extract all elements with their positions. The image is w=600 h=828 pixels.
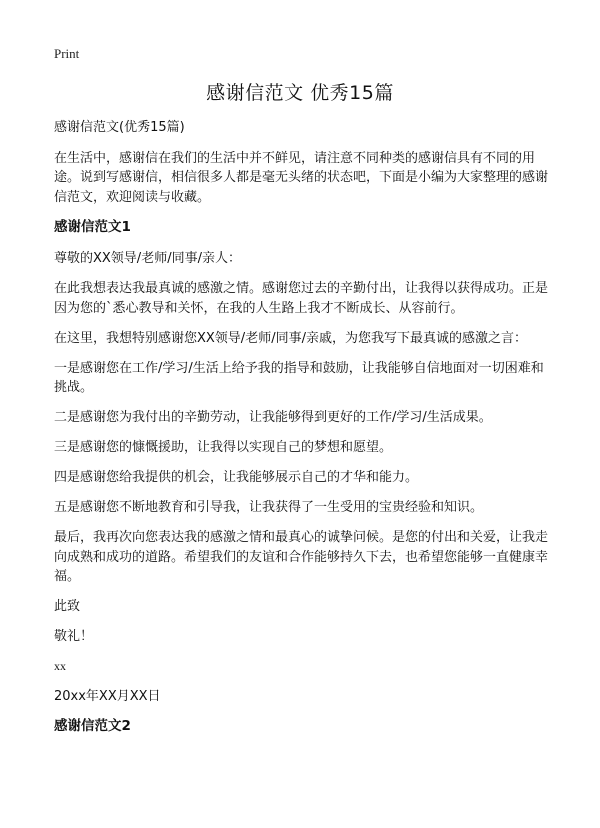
letter-paragraph-4: 二是感谢您为我付出的辛勤劳动，让我能够得到更好的工作/学习/生活成果。 <box>54 410 492 425</box>
letter-paragraph-7: 五是感谢您不断地教育和引导我，让我获得了一生受用的宝贵经验和知识。 <box>54 500 484 515</box>
section-heading-1: 感谢信范文1 <box>54 218 131 235</box>
letter-paragraph-5: 三是感谢您的慷慨援助，让我得以实现自己的梦想和愿望。 <box>54 440 393 455</box>
letter-paragraph-8: 最后，我再次向您表达我的感激之情和最真心的诚挚问候。是您的付出和关爱，让我走向成熟和成功的道路。希望我们的友谊和合作能够持久下去，也希望您能够一直健康幸福。 <box>54 530 549 584</box>
document-body <box>54 118 554 749</box>
letter-closing-1: 此致 <box>54 599 81 614</box>
print-label: Print <box>54 46 80 61</box>
letter-paragraph-2: 在这里，我想特别感谢您XX领导/老师/同事/亲戚，为您我写下最真诚的感激之言： <box>54 330 527 346</box>
letter-signature: xx <box>54 659 66 673</box>
letter-closing-2: 敬礼！ <box>54 629 94 644</box>
letter-paragraph-6: 四是感谢您给我提供的机会，让我能够展示自己的才华和能力。 <box>54 470 419 485</box>
letter-paragraph-3: 一是感谢您在工作/学习/生活上给予我的指导和鼓励，让我能够自信地面对一切困难和挑战。 <box>54 360 544 395</box>
section-heading-2: 感谢信范文2 <box>54 718 131 734</box>
letter-paragraph-1: 在此我想表达我最真诚的感激之情。感谢您过去的辛勤付出，让我得以获得成功。正是因为您的`悉心教导和关怀，在我的人生路上我才不断成长、从容前行。 <box>54 281 549 316</box>
intro-paragraph: 在生活中，感谢信在我们的生活中并不鲜见，请注意不同种类的感谢信具有不同的用途。说到写感谢信，相信很多人都是毫无头绪的状态吧，下面是小编为大家整理的感谢信范文，欢迎阅读与收藏。 <box>54 150 549 205</box>
document-subtitle: 感谢信范文(优秀15篇) <box>54 120 185 135</box>
document-title: 感谢信范文 优秀15篇 <box>206 82 394 104</box>
letter-date: 20xx年XX月XX日 <box>54 689 161 704</box>
letter-greeting: 尊敬的XX领导/老师/同事/亲人： <box>54 251 241 266</box>
